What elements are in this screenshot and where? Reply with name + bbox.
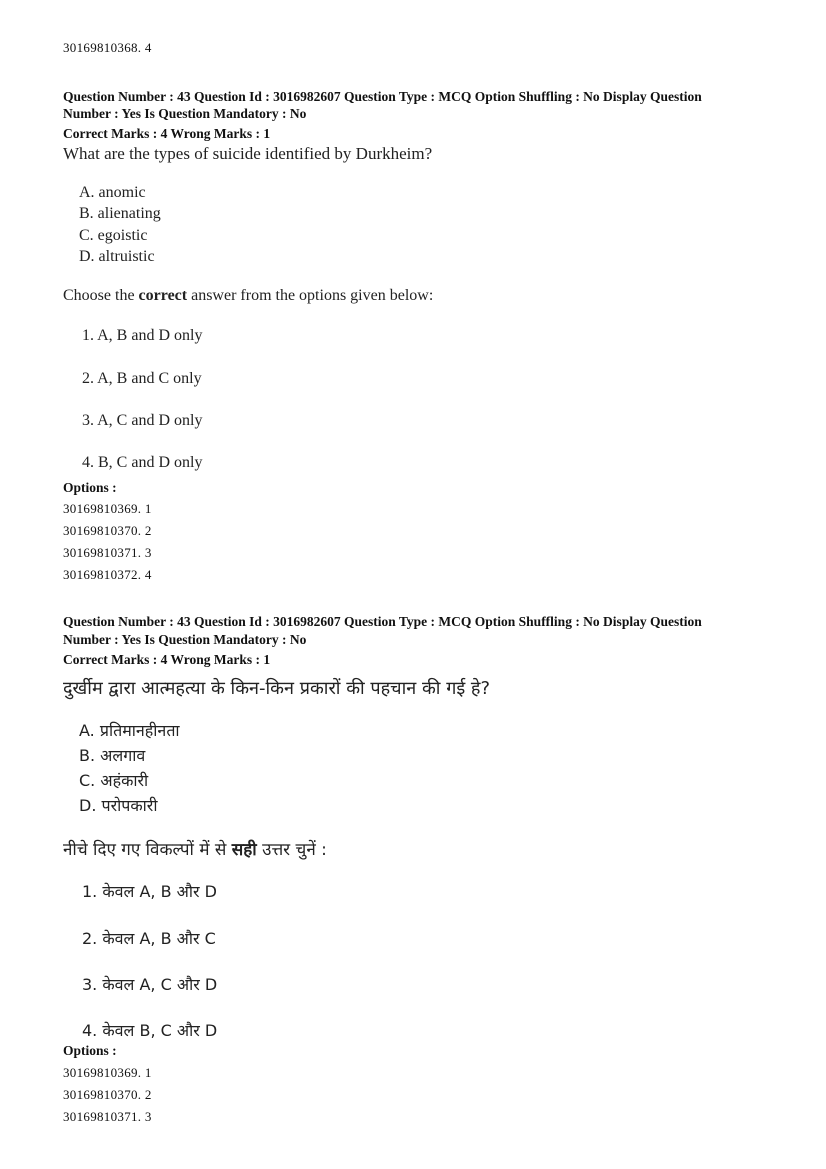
statement-a-hi: A. प्रतिमानहीनता [79,721,180,740]
statement-b-hi: B. अलगाव [79,746,146,765]
statement-d: D. altruistic [79,248,155,265]
instruction-hi [63,837,327,860]
option-id-1-hi: 30169810369. 1 [63,1065,152,1080]
choice-3: 3. A, C and D only [82,412,203,429]
choice-4: 4. B, C and D only [82,454,203,471]
option-id-4: 30169810372. 4 [63,567,152,582]
choice-4-hi: 4. केवल B, C और D [82,1021,218,1040]
question-marks-hi: Correct Marks : 4 Wrong Marks : 1 [63,652,271,667]
option-id-3-hi: 30169810371. 3 [63,1109,152,1124]
choice-2-hi: 2. केवल A, B और C [82,929,216,948]
statement-d-hi: D. परोपकारी [79,796,158,815]
choice-2: 2. A, B and C only [82,370,202,387]
option-id-1: 30169810369. 1 [63,501,152,516]
instruction-post: answer from the options given below: [187,287,434,304]
question-text-hi: दुर्खीम द्वारा आत्महत्या के किन-किन प्रकारों की पहचान की गई हे? [63,678,490,699]
instruction-bold: correct [138,287,188,304]
option-id-2-hi: 30169810370. 2 [63,1087,152,1102]
instruction [63,287,433,305]
question-meta-line2-hi: Number : Yes Is Question Mandatory : No [63,632,307,647]
option-id-3: 30169810371. 3 [63,545,152,560]
options-label-hi: Options : [63,1043,117,1058]
statement-b: B. alienating [79,205,161,222]
choice-3-hi: 3. केवल A, C और D [82,975,218,994]
instruction-post-hi: उत्तर चुनें : [256,840,327,860]
question-meta-line1: Question Number : 43 Question Id : 3016982607 Question Type : MCQ Option Shuffling : No Display Question [63,89,702,104]
header-id: 30169810368. 4 [63,40,152,55]
choice-1: 1. A, B and D only [82,327,203,344]
instruction-bold-hi: सही [231,840,257,860]
question-text: What are the types of suicide identified by Durkheim? [63,144,433,163]
statement-c-hi: C. अहंकारी [79,771,149,790]
instruction-pre-hi: नीचे दिए गए विकल्पों में से [63,840,232,860]
instruction-pre: Choose the [63,287,139,304]
choice-1-hi: 1. केवल A, B और D [82,882,217,901]
question-meta-line2: Number : Yes Is Question Mandatory : No [63,106,307,121]
statement-a: A. anomic [79,184,146,201]
options-label: Options : [63,480,117,495]
question-marks: Correct Marks : 4 Wrong Marks : 1 [63,126,271,141]
option-id-2: 30169810370. 2 [63,523,152,538]
statement-c: C. egoistic [79,227,148,244]
question-meta-line1-hi: Question Number : 43 Question Id : 3016982607 Question Type : MCQ Option Shuffling : No Display Question [63,614,702,629]
